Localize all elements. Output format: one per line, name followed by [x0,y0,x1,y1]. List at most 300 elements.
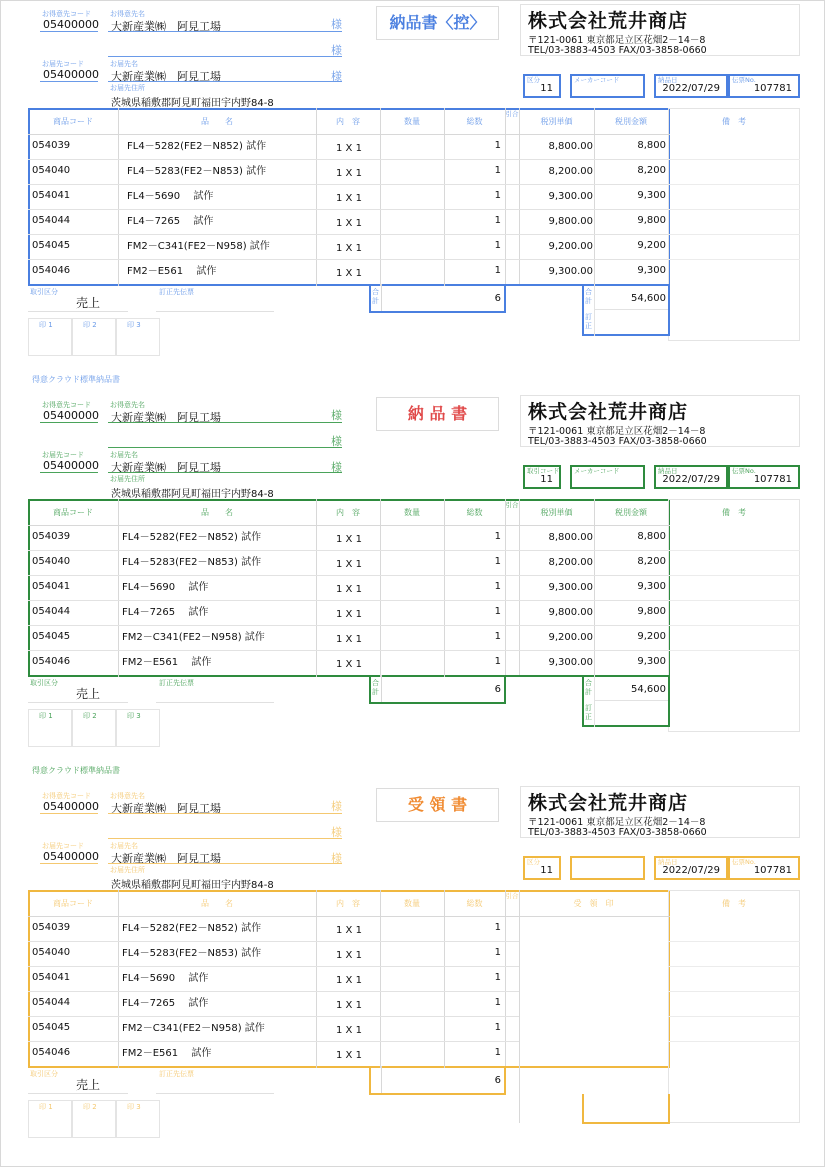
division-box [523,465,561,489]
division-label: 取引コード [527,467,560,475]
remarks-row-line [668,550,800,551]
customer-name: 大新産業㈱ 阿見工場 [111,411,221,424]
division-value: 11 [540,865,553,876]
item-name: FM2－E561 試作 [127,266,217,277]
total-amount-label: 合計 [585,288,592,305]
item-unit-price: 9,300.00 [548,266,593,277]
item-unit-price: 9,200.00 [548,632,593,643]
total-qty-label: 合計 [372,288,379,305]
row-line [28,600,670,601]
customer-code: 05400000 [43,18,99,31]
item-unit-price: 9,800.00 [548,216,593,227]
col-line-5 [519,890,520,1123]
delivery-name: 大新産業㈱ 阿見工場 [111,461,221,474]
delivery-name-label: お届先名 [110,60,138,68]
item-content: 1 X 1 [336,609,362,620]
stamp-box-2 [72,709,116,747]
slip-copy [0,0,825,385]
total-qty-divider [381,1066,382,1093]
remarks-row-line [668,234,800,235]
item-total: 1 [494,581,501,592]
total-quantity: 6 [494,684,501,695]
total-amount-box [582,284,670,336]
item-code: 054040 [32,556,71,567]
stamp-box-3 [116,709,160,747]
item-content: 1 X 1 [336,1000,362,1011]
division-box [523,74,561,98]
company-address: 〒121-0061 東京都足立区花畑2－14－8 [528,426,706,437]
delivery-name-label: お届先名 [110,842,138,850]
header-2: 内 容 [336,508,360,517]
total-qty-divider [381,675,382,702]
delivery-date-label: 納品日 [658,76,678,84]
item-code: 054041 [32,581,71,592]
item-total: 1 [494,656,501,667]
item-unit-price: 8,200.00 [548,166,593,177]
item-name: FL4－5283(FE2－N853) 試作 [127,166,267,177]
item-name: FL4－5282(FE2－N852) 試作 [122,532,262,543]
sama-3: 様 [331,461,342,474]
remarks-frame [668,890,800,1123]
total-qty-divider [381,284,382,311]
division-value: 11 [540,83,553,94]
header-8: 備 考 [722,899,746,908]
transaction-label: 取引区分 [30,1070,58,1078]
header-0: 商品コード [53,117,93,126]
delivery-code-line [40,81,98,82]
item-content: 1 X 1 [336,584,362,595]
item-total: 1 [494,997,501,1008]
row-line [28,1041,519,1042]
delivery-date-box [654,74,728,98]
division-label: 区分 [527,76,540,84]
item-code: 054046 [32,656,71,667]
delivery-address-label: お届先住所 [110,475,145,483]
customer-name-line-2 [108,447,342,448]
customer-code-label: お得意先コード [42,401,91,409]
item-code: 054045 [32,631,71,642]
item-name: FM2－E561 試作 [122,1048,212,1059]
customer-code-line [40,813,98,814]
item-total: 1 [494,947,501,958]
slip-delivery [0,391,825,776]
item-unit-price: 9,800.00 [548,607,593,618]
slip-no-value: 107781 [753,865,792,876]
item-name: FL4－5283(FE2－N853) 試作 [122,948,262,959]
customer-name-line [108,31,342,32]
item-content: 1 X 1 [336,534,362,545]
header-2: 内 容 [336,117,360,126]
stamp-label: 印 2 [83,712,97,720]
correction-label: 訂正 [585,313,592,330]
delivery-code-line [40,472,98,473]
stamp-label: 印 1 [39,1103,53,1111]
item-content: 1 X 1 [336,559,362,570]
transaction-line [28,311,128,312]
delivery-date-box [654,856,728,880]
remarks-row-line [668,575,800,576]
delivery-name: 大新産業㈱ 阿見工場 [111,70,221,83]
header-6: 税別単価 [540,117,573,126]
item-name: FL4－5690 試作 [122,582,209,593]
item-unit-price: 9,300.00 [548,191,593,202]
row-line [28,941,519,942]
customer-name: 大新産業㈱ 阿見工場 [111,802,221,815]
sama-2: 様 [331,435,342,448]
item-total: 1 [494,1047,501,1058]
header-3: 数量 [404,899,420,908]
item-amount: 9,200 [637,240,666,251]
remarks-row-line [668,159,800,160]
remarks-row-line [668,184,800,185]
remarks-row-line [668,991,800,992]
row-line [28,1016,519,1017]
row-line [28,209,670,210]
remarks-frame [668,499,800,732]
item-code: 054044 [32,997,71,1008]
item-code: 054045 [32,240,71,251]
stamp-box-1 [28,318,72,356]
delivery-code: 05400000 [43,68,99,81]
item-name: FL4－7265 試作 [127,216,214,227]
item-total: 1 [494,531,501,542]
item-total: 1 [494,140,501,151]
item-amount: 9,300 [637,656,666,667]
item-name: FL4－5282(FE2－N852) 試作 [122,923,262,934]
company-name: 株式会社荒井商店 [528,401,689,423]
item-content: 1 X 1 [336,975,362,986]
header-4: 総数 [466,899,483,908]
delivery-address: 茨城県稲敷郡阿見町福田宇内野84-8 [111,880,274,891]
delivery-address-label: お届先住所 [110,866,145,874]
slip-no-value: 107781 [753,83,792,94]
customer-name-line [108,813,342,814]
stamp-box-1 [28,709,72,747]
delivery-code-line [40,863,98,864]
header-5: 引合 [505,501,519,509]
header-line [28,916,670,917]
total-amount-vline [594,284,595,336]
item-amount: 8,800 [637,140,666,151]
footer-note: 得意クラウド標準納品書 [32,375,120,384]
transaction-type: 売上 [76,687,101,701]
item-content: 1 X 1 [336,659,362,670]
header-7: 税別金額 [615,117,647,126]
stamp-label: 印 3 [127,321,141,329]
slip-receipt [0,782,825,1167]
item-content: 1 X 1 [336,1025,362,1036]
remarks-row-line [668,600,800,601]
stamp-box-3 [116,318,160,356]
delivery-address-label: お届先住所 [110,84,145,92]
transaction-label: 取引区分 [30,288,58,296]
row-line [28,159,670,160]
item-amount: 8,200 [637,165,666,176]
row-line [28,259,670,260]
header-4: 総数 [466,117,483,126]
item-code: 054039 [32,531,71,542]
sama-1: 様 [331,800,342,813]
header-3: 数量 [404,508,420,517]
remarks-row-line [668,259,800,260]
customer-name-label: お得意先名 [110,401,145,409]
customer-name-line [108,422,342,423]
division-label: 区分 [527,858,540,866]
header-line [28,134,670,135]
item-code: 054040 [32,165,71,176]
correction-slip-line [156,1093,274,1094]
item-content: 1 X 1 [336,1050,362,1061]
item-total: 1 [494,265,501,276]
header-4: 総数 [466,508,483,517]
stamp-box-2 [72,1100,116,1138]
slip-no-box [728,856,800,880]
item-amount: 9,800 [637,606,666,617]
customer-code-line [40,422,98,423]
customer-code: 05400000 [43,409,99,422]
header-8: 備 考 [722,117,746,126]
item-amount: 8,200 [637,556,666,567]
item-total: 1 [494,606,501,617]
item-name: FL4－5283(FE2－N853) 試作 [122,557,262,568]
customer-code: 05400000 [43,800,99,813]
maker-code-label: メーカーコード [574,76,620,84]
header-8: 備 考 [722,508,746,517]
header-6: 税別単価 [540,508,573,517]
item-amount: 9,200 [637,631,666,642]
transaction-line [28,1093,128,1094]
item-amount: 9,800 [637,215,666,226]
item-name: FM2－C341(FE2－N958) 試作 [127,241,270,252]
remarks-row-line [668,1041,800,1042]
item-amount: 9,300 [637,265,666,276]
slip-no-label: 伝票No. [732,76,756,84]
header-5: 引合 [505,110,519,118]
row-line [28,575,670,576]
item-code: 054046 [32,1047,71,1058]
header-line [28,525,670,526]
stamp-label: 印 2 [83,321,97,329]
remarks-row-line [668,625,800,626]
item-total: 1 [494,922,501,933]
sama-3: 様 [331,852,342,865]
item-name: FL4－7265 試作 [122,607,209,618]
delivery-code-label: お届先コード [42,451,84,459]
stamp-label: 印 2 [83,1103,97,1111]
slip-no-label: 伝票No. [732,467,756,475]
customer-name-label: お得意先名 [110,10,145,18]
row-line [28,184,670,185]
remarks-row-line [668,209,800,210]
remarks-row-line [668,966,800,967]
item-unit-price: 9,200.00 [548,241,593,252]
item-code: 054041 [32,972,71,983]
company-name: 株式会社荒井商店 [528,792,689,814]
company-phone: TEL/03-3883-4503 FAX/03-3858-0660 [528,45,707,56]
transaction-type: 売上 [76,1078,101,1092]
item-code: 054045 [32,1022,71,1033]
receipt-stamp-box [582,1094,670,1124]
row-line [28,625,670,626]
item-content: 1 X 1 [336,925,362,936]
total-amount-vline [594,675,595,727]
total-quantity: 6 [494,1075,501,1086]
total-amount-divider [594,700,668,701]
sama-3: 様 [331,70,342,83]
customer-code-label: お得意先コード [42,10,91,18]
item-content: 1 X 1 [336,168,362,179]
total-amount-box [582,675,670,727]
item-code: 054039 [32,140,71,151]
item-total: 1 [494,631,501,642]
slip-no-label: 伝票No. [732,858,756,866]
delivery-date-value: 2022/07/29 [662,83,720,94]
item-name: FM2－C341(FE2－N958) 試作 [122,1023,265,1034]
customer-code-label: お得意先コード [42,792,91,800]
stamp-label: 印 3 [127,1103,141,1111]
item-unit-price: 8,200.00 [548,557,593,568]
row-line [28,550,670,551]
item-code: 054044 [32,606,71,617]
correction-slip-line [156,702,274,703]
maker-code-box [570,465,645,489]
division-box [523,856,561,880]
delivery-date-value: 2022/07/29 [662,474,720,485]
company-name: 株式会社荒井商店 [528,10,689,32]
item-content: 1 X 1 [336,193,362,204]
sama-1: 様 [331,409,342,422]
delivery-code-label: お届先コード [42,842,84,850]
item-total: 1 [494,190,501,201]
sama-2: 様 [331,826,342,839]
delivery-address: 茨城県稲敷郡阿見町福田宇内野84-8 [111,489,274,500]
item-total: 1 [494,215,501,226]
company-phone: TEL/03-3883-4503 FAX/03-3858-0660 [528,827,707,838]
delivery-code: 05400000 [43,850,99,863]
header-1: 品 名 [201,117,233,126]
delivery-name-line [108,863,342,864]
slip-no-box [728,74,800,98]
total-amount: 54,600 [631,684,666,695]
delivery-date-label: 納品日 [658,467,678,475]
delivery-date-label: 納品日 [658,858,678,866]
correction-slip-label: 訂正先伝票 [159,679,194,687]
item-name: FL4－5282(FE2－N852) 試作 [127,141,267,152]
item-content: 1 X 1 [336,218,362,229]
stamp-box-1 [28,1100,72,1138]
header-7: 税別金額 [615,508,647,517]
delivery-address: 茨城県稲敷郡阿見町福田宇内野84-8 [111,98,274,109]
delivery-date-box [654,465,728,489]
item-unit-price: 9,300.00 [548,582,593,593]
item-name: FL4－5690 試作 [127,191,214,202]
total-amount-connector [506,675,584,677]
correction-slip-label: 訂正先伝票 [159,288,194,296]
item-amount: 9,300 [637,581,666,592]
transaction-type: 売上 [76,296,101,310]
transaction-line [28,702,128,703]
item-code: 054046 [32,265,71,276]
delivery-name-line [108,81,342,82]
sama-1: 様 [331,18,342,31]
document-title: 受 領 書 [376,788,499,822]
header-1: 品 名 [201,899,233,908]
total-amount: 54,600 [631,293,666,304]
item-total: 1 [494,556,501,567]
customer-name-line-2 [108,56,342,57]
company-address: 〒121-0061 東京都足立区花畑2－14－8 [528,35,706,46]
item-amount: 8,800 [637,531,666,542]
total-amount-label: 合計 [585,679,592,696]
item-code: 054044 [32,215,71,226]
transaction-label: 取引区分 [30,679,58,687]
footer-note: 得意クラウド標準納品書 [32,766,120,775]
stamp-label: 印 1 [39,321,53,329]
item-content: 1 X 1 [336,950,362,961]
total-amount-connector [506,284,584,286]
row-line [28,966,519,967]
item-code: 054040 [32,947,71,958]
item-unit-price: 9,300.00 [548,657,593,668]
header-1: 品 名 [201,508,233,517]
stamp-label: 印 1 [39,712,53,720]
remarks-frame [668,108,800,341]
maker-code-label: メーカーコード [574,467,620,475]
remarks-row-line [668,941,800,942]
customer-name-label: お得意先名 [110,792,145,800]
item-total: 1 [494,240,501,251]
remarks-row-line [668,650,800,651]
correction-slip-label: 訂正先伝票 [159,1070,194,1078]
row-line [28,234,670,235]
item-total: 1 [494,972,501,983]
item-name: FM2－E561 試作 [122,657,212,668]
maker-code-box [570,856,645,880]
company-address: 〒121-0061 東京都足立区花畑2－14－8 [528,817,706,828]
header-3: 数量 [404,117,420,126]
item-content: 1 X 1 [336,634,362,645]
slip-no-box [728,465,800,489]
item-total: 1 [494,165,501,176]
slip-no-value: 107781 [753,474,792,485]
item-name: FL4－7265 試作 [122,998,209,1009]
company-phone: TEL/03-3883-4503 FAX/03-3858-0660 [528,436,707,447]
header-5: 引合 [505,892,519,900]
header-6: 受 領 印 [573,899,614,908]
row-line [28,991,519,992]
header-0: 商品コード [53,899,93,908]
delivery-name: 大新産業㈱ 阿見工場 [111,852,221,865]
remarks-row-line [668,1016,800,1017]
header-2: 内 容 [336,899,360,908]
customer-name: 大新産業㈱ 阿見工場 [111,20,221,33]
sama-2: 様 [331,44,342,57]
item-unit-price: 8,800.00 [548,141,593,152]
maker-code-box [570,74,645,98]
item-name: FM2－C341(FE2－N958) 試作 [122,632,265,643]
correction-label: 訂正 [585,704,592,721]
item-code: 054041 [32,190,71,201]
delivery-date-value: 2022/07/29 [662,865,720,876]
stamp-label: 印 3 [127,712,141,720]
item-content: 1 X 1 [336,243,362,254]
total-amount-divider [594,309,668,310]
stamp-box-3 [116,1100,160,1138]
customer-name-line-2 [108,838,342,839]
delivery-code: 05400000 [43,459,99,472]
delivery-code-label: お届先コード [42,60,84,68]
row-line [28,650,670,651]
